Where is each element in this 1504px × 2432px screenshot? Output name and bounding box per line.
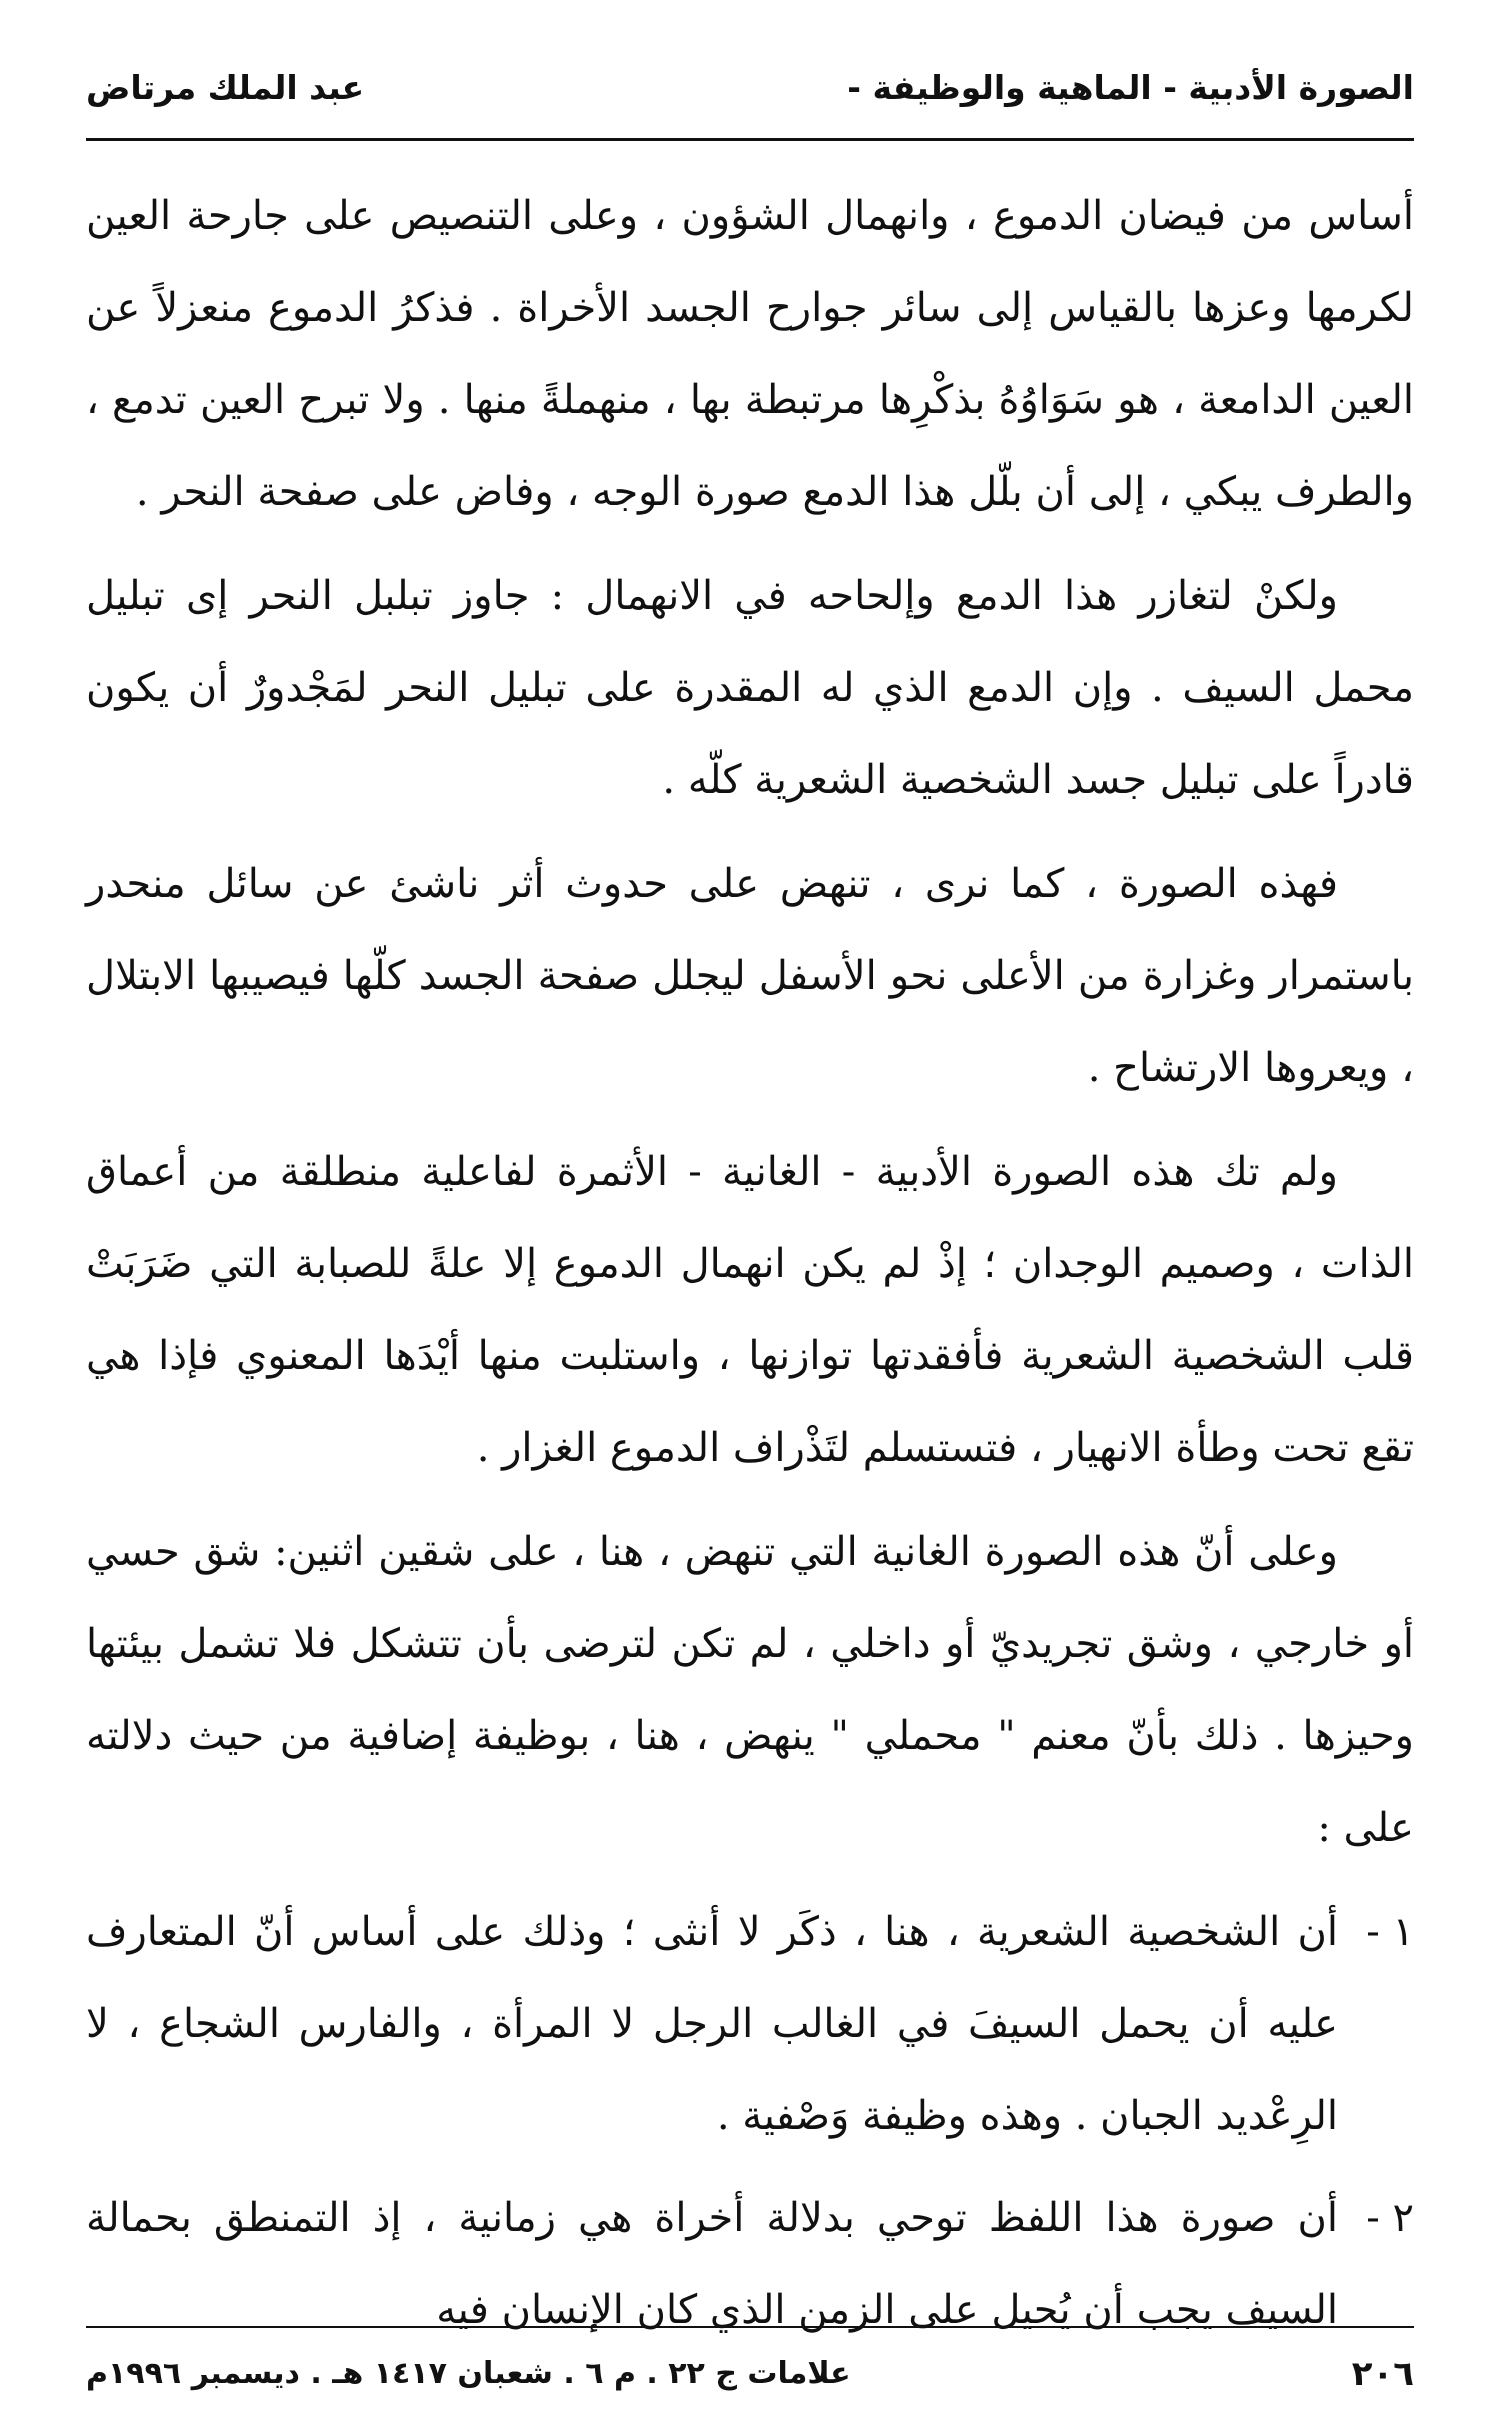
footer-rule bbox=[86, 2326, 1414, 2328]
header-title: الصورة الأدبية - الماهية والوظيفة - bbox=[847, 68, 1414, 107]
running-footer bbox=[86, 2346, 1414, 2406]
running-header bbox=[86, 56, 1414, 136]
paragraph: ولكنْ لتغازر هذا الدمع وإلحاحه في الانهمال : جاوز تبلبل النحر إى تبليل محمل السيف . وإن الدمع الذي له المقدرة على تبليل النحر لمَجْدورٌ أن يكون قادراً على تبليل جسد الشخصية الشعرية كلّه . bbox=[86, 573, 1414, 803]
item-text: أن الشخصية الشعرية ، هنا ، ذكَر لا أنثى ؛ وذلك على أساس أنّ المتعارف عليه أن يحمل السيفَ في الغالب الرجل لا المرأة ، والفارس الشجاع ، لا الرِعْديد الجبان . وهذه وظيفة وَصْفية . bbox=[86, 1909, 1338, 2139]
item-text: أن صورة هذا اللفظ توحي بدلالة أخراة هي زمانية ، إذ التمنطق بحمالة السيف يجب أن يُحيل على الزمن الذي كان الإنسان فيه bbox=[86, 2195, 1338, 2333]
numbered-item bbox=[86, 2172, 1414, 2356]
page-number: ٢٠٦ bbox=[1351, 2354, 1414, 2394]
header-author: عبد الملك مرتاض bbox=[86, 68, 365, 107]
item-number: ١ - bbox=[1366, 1909, 1414, 1955]
paragraph: ولم تك هذه الصورة الأدبية - الغانية - الأثمرة لفاعلية منطلقة من أعماق الذات ، وصميم الوجدان ؛ إذْ لم يكن انهمال الدموع إلا علةً للصبابة التي ضَرَبَتْ قلب الشخصية الشعرية فأفقدتها توازنها ، واستلبت منها أيْدَها المعنوي فإذا هي تقع تحت وطأة الانهيار ، فتستسلم لتَذْراف الدموع الغزار . bbox=[86, 1149, 1414, 1471]
paragraph: فهذه الصورة ، كما نرى ، تنهض على حدوث أثر ناشئ عن سائل منحدر باستمرار وغزارة من الأعلى نحو الأسفل ليجلل صفحة الجسد كلّها فيصيبها الابتلال ، ويعروها الارتشاح . bbox=[86, 861, 1414, 1091]
paragraph: أساس من فيضان الدموع ، وانهمال الشؤون ، وعلى التنصيص على جارحة العين لكرمها وعزها بالقياس إلى سائر جوارح الجسد الأخراة . فذكرُ الدموع منعزلاً عن العين الدامعة ، هو سَوَاوُهُ بذكْرِها مرتبطة بها ، منهملةً منها . ولا تبرح العين تدمع ، والطرف يبكي ، إلى أن بلّل هذا الدمع صورة الوجه ، وفاض على صفحة النحر . bbox=[86, 193, 1414, 515]
header-rule bbox=[86, 138, 1414, 141]
item-number: ٢ - bbox=[1366, 2195, 1414, 2241]
journal-citation: علامات ج ٢٢ . م ٦ . شعبان ١٤١٧ هـ . ديسمبر ١٩٩٦م bbox=[86, 2356, 851, 2391]
numbered-item bbox=[86, 1886, 1414, 2162]
article-body bbox=[86, 170, 1414, 2366]
paragraph: وعلى أنّ هذه الصورة الغانية التي تنهض ، هنا ، على شقين اثنين: شق حسي أو خارجي ، وشق تجريديّ أو داخلي ، لم تكن لترضى بأن تتشكل فلا تشمل بيئتها وحيزها . ذلك بأنّ معنم " محملي " ينهض ، هنا ، بوظيفة إضافية من حيث دلالته على : bbox=[86, 1529, 1414, 1851]
